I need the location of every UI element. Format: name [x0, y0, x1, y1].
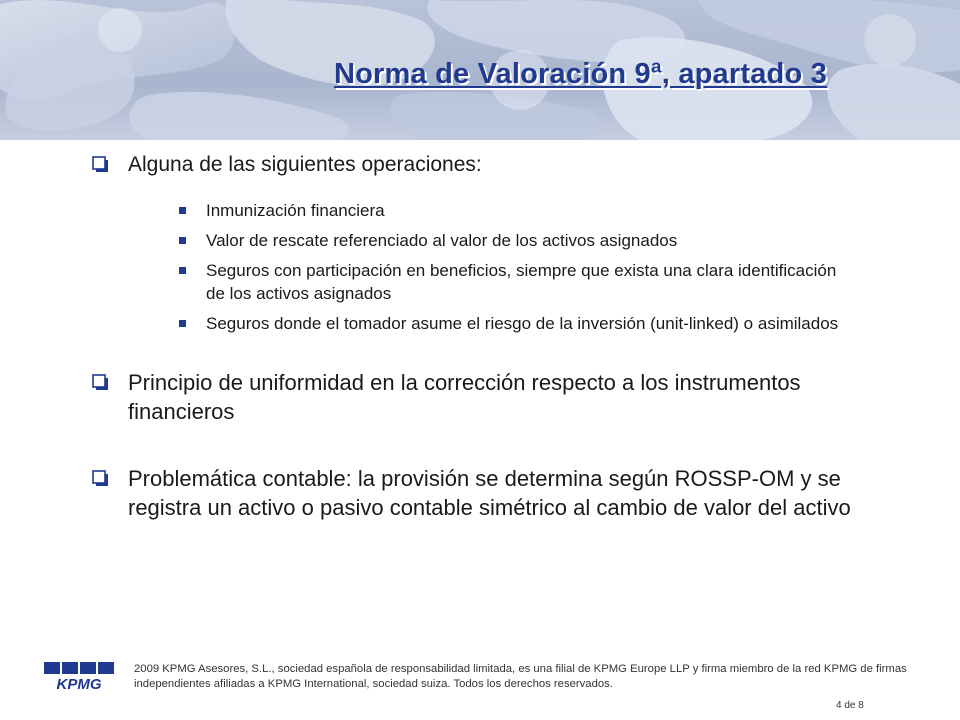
- bullet-text: Alguna de las siguientes operaciones:: [128, 153, 482, 176]
- list-item: Seguros con participación en beneficios, siempre que exista una clara identificación de los activos asignados: [164, 259, 856, 305]
- slide-footer: [0, 650, 960, 720]
- list-item: Inmunización financiera: [164, 199, 856, 222]
- bullet-operations: [92, 150, 912, 335]
- square-bullet-icon: [179, 267, 186, 274]
- svg-text:KPMG: KPMG: [56, 676, 102, 692]
- square-bullet-icon: [179, 237, 186, 244]
- checkbox-bullet-icon: [92, 374, 109, 391]
- header-banner: [0, 0, 960, 140]
- slide-title: Norma de Valoración 9ª, apartado 3: [334, 58, 827, 90]
- checkbox-bullet-icon: [92, 156, 109, 173]
- list-item: Valor de rescate referenciado al valor de los activos asignados: [164, 229, 856, 252]
- slide-content: [92, 150, 912, 522]
- square-bullet-icon: [179, 207, 186, 214]
- list-item: Seguros donde el tomador asume el riesgo de la inversión (unit-linked) o asimilados: [164, 312, 856, 335]
- kpmg-logo: [42, 660, 116, 692]
- checkbox-bullet-icon: [92, 470, 109, 487]
- legal-notice: 2009 KPMG Asesores, S.L., sociedad española de responsabilidad limitada, es una filial de KPMG Europe LLP y firma miembro de la red KPMG de firmas independientes afiliadas a KPMG International, sociedad suiza. Todos los derechos reservados.: [134, 663, 907, 690]
- bullet-uniformity: [92, 368, 828, 426]
- bullet-text: Problemática contable: la provisión se determina según ROSSP-OM y se registra un activo o pasivo contable simétrico al cambio de valor del activo: [128, 466, 851, 520]
- operations-sublist: [128, 199, 912, 335]
- square-bullet-icon: [179, 320, 186, 327]
- bullet-text: Principio de uniformidad en la corrección respecto a los instrumentos financieros: [128, 370, 801, 424]
- page-number: 4 de 8: [836, 700, 864, 711]
- bullet-accounting: [92, 464, 913, 522]
